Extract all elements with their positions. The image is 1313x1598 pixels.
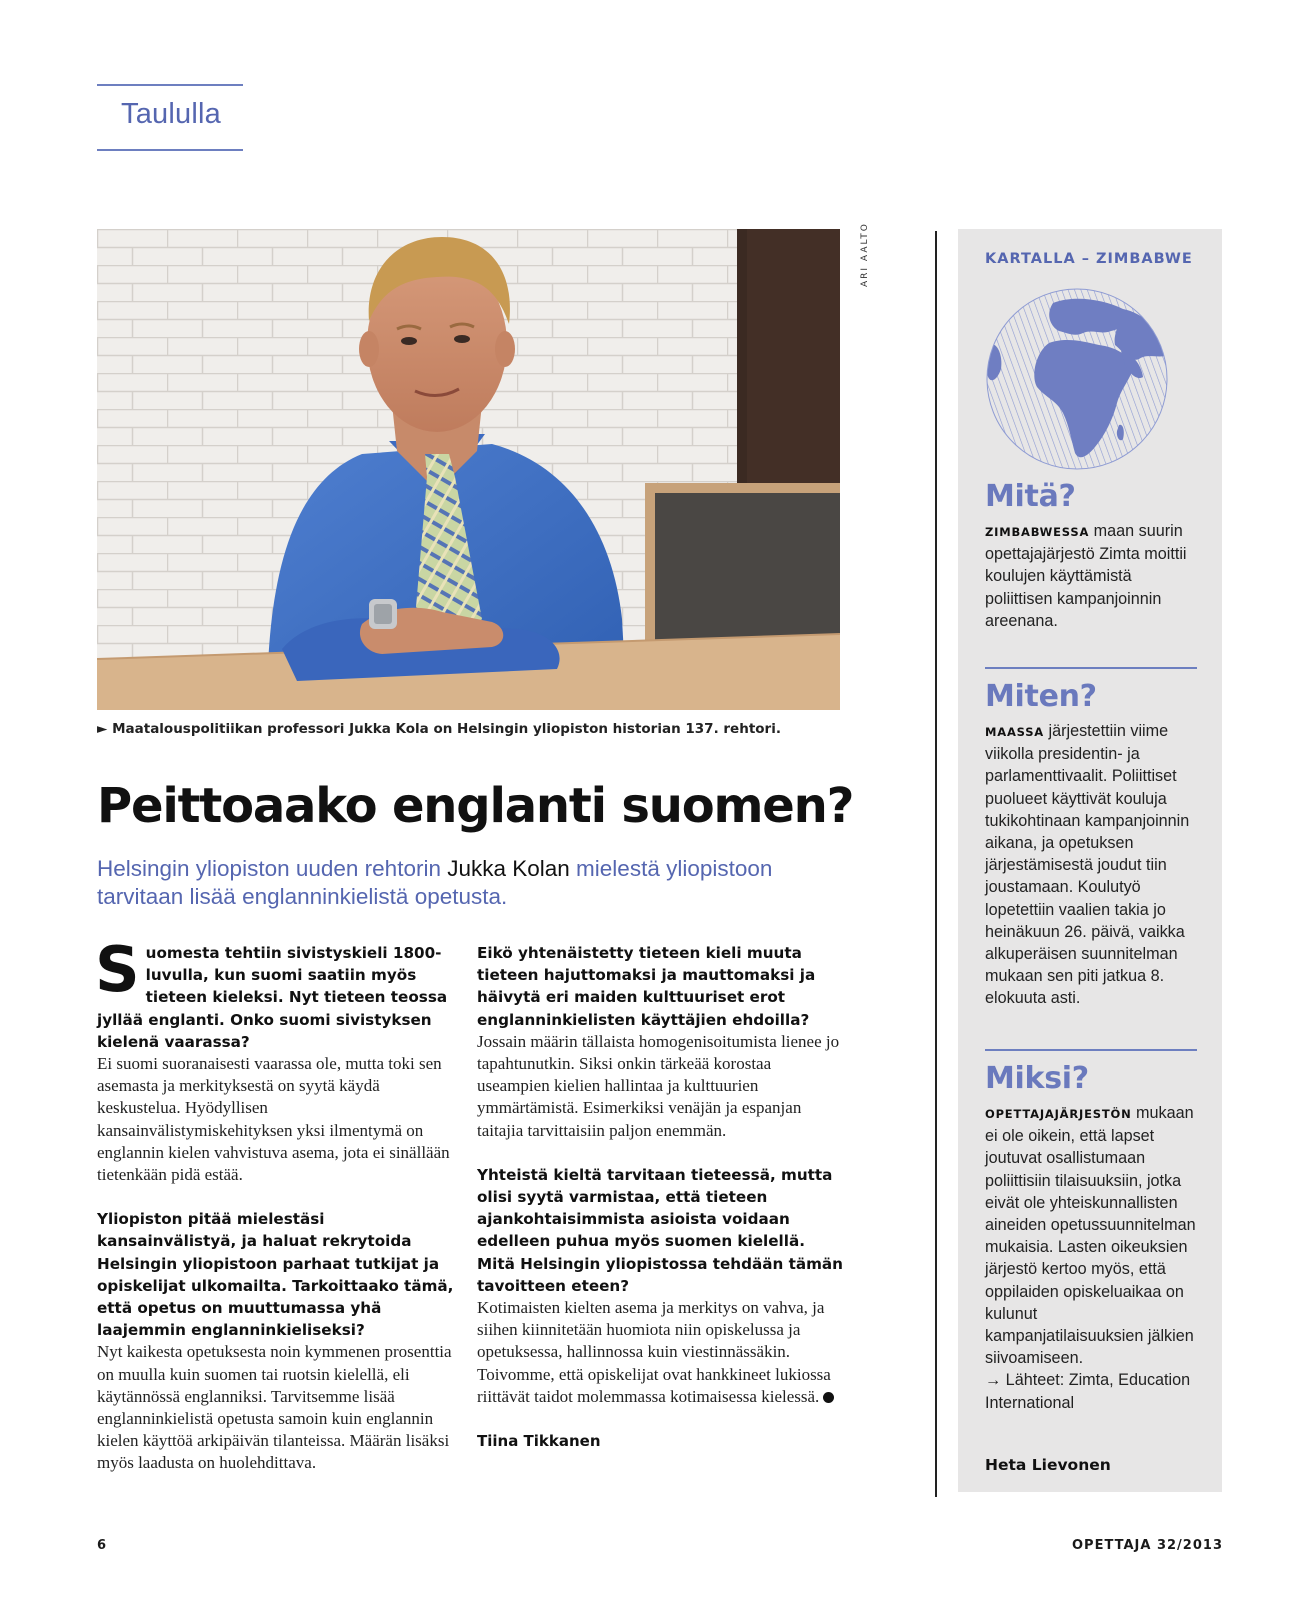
question-3: Eikö yhtenäistetty tieteen kieli muuta tieteen hajuttomaksi ja mauttomaksi ja häivytä eri maiden kulttuuriset erot englanninkielisten käyttäjien ehdoilla? xyxy=(477,944,816,1029)
article-lead xyxy=(97,855,797,911)
sidebar-heading-how: Miten? xyxy=(985,679,1097,714)
portrait-photo xyxy=(97,229,840,710)
sidebar-rule xyxy=(985,667,1197,669)
lead-text-1: Helsingin yliopiston uuden rehtorin xyxy=(97,856,448,881)
sidebar-heading-why: Miksi? xyxy=(985,1061,1089,1096)
article-column-2 xyxy=(477,942,847,1452)
answer-4: Kotimaisten kielten asema ja merkitys on vahva, ja siihen kiinnitetään huomiota niin opiskelussa ja opetuksessa, hallinnossa kuin viestinnässäkin. Toivomme, että opiskelijat ovat hankkineet lukiossa riittävät taidot molemmassa kotimaisessa kielessä. xyxy=(477,1297,847,1408)
sidebar-heading-what: Mitä? xyxy=(985,479,1076,514)
question-2: Yliopiston pitää mielestäsi kansainvälistyä, ja haluat rekrytoida Helsingin yliopistoon parhaat tutkijat ja opiskelijat ulkomailta. Tarkoittaako tämä, että opetus on muuttumassa yhä laajemmin englanninkieliseksi? xyxy=(97,1210,454,1340)
answer-1: Ei suomi suoranaisesti vaarassa ole, mutta toki sen asemasta ja merkityksestä on syytä käydä keskustelua. Hyödyllisen kansainvälistymiskehityksen yksi ilmentymä on englannin kielen vahvistuva asema, jota ei sinällään tietenkään pidä estää. xyxy=(97,1054,450,1185)
question-4: Yhteistä kieltä tarvitaan tieteessä, mutta olisi syytä varmistaa, että tieteen ajankohtaisimmista asioista voidaan edelleen puhua myös suomen kielellä. Mitä Helsingin yliopistossa tehdään tämän tavoitteen eteen? xyxy=(477,1165,843,1295)
sidebar-rule xyxy=(985,1049,1197,1051)
article-byline: Tiina Tikkanen xyxy=(477,1432,601,1451)
sidebar-text-what: ZIMBABWESSA maan suurin opettajajärjestö Zimta moittii koulujen käyttämistä poliittisen kampanjoinnin areenana. xyxy=(985,522,1187,630)
section-label xyxy=(97,84,243,151)
sidebar-text-how: MAASSA järjestettiin viime viikolla presidentin- ja parlamenttivaalit. Poliittiset puolueet käyttivät kouluja tukikohtinaan kampanjoinnin aikana, ja opetuksen järjestämisestä joudut tiin joustamaan. Koulutyö lopetettiin vaalien takia jo heinäkuun 26. päivä, vaikka alkuperäisen suunnitelman mukaan sen piti jatkua 8. elokuuta asti. xyxy=(985,722,1190,1008)
article-column-1 xyxy=(95,933,459,1475)
lead-name: Jukka Kolan xyxy=(447,856,570,881)
globe-africa-icon xyxy=(983,285,1171,473)
page-number: 6 xyxy=(97,1538,107,1553)
photo-caption: ► Maatalouspolitiikan professori Jukka Kola on Helsingin yliopiston historian 137. rehtori. xyxy=(97,721,781,737)
photo-credit: ARI AALTO xyxy=(860,222,870,287)
magazine-issue: OPETTAJA 32/2013 xyxy=(1072,1538,1223,1553)
sidebar-sources: → Lähteet: Zimta, Education International xyxy=(985,1371,1191,1412)
column-divider xyxy=(935,231,937,1497)
sidebar-block-how xyxy=(985,679,1197,1010)
sidebar-block-what xyxy=(985,479,1197,632)
lead-text-2: mielestä yliopistoon tarvitaan lisää englanninkielistä opetusta. xyxy=(97,856,773,909)
article-headline: Peittoaako englanti suomen? xyxy=(97,778,854,834)
sidebar-text-why: OPETTAJAJÄRJESTÖN mukaan ei ole oikein, että lapset joutuvat osallistumaan poliittisiin tilaisuuksiin, jotka eivät ole yhteiskunnallisten aineiden opetussuunnitelman mukaisia. Lasten oikeuksien järjestö kertoo myös, että oppilaiden opiskeluaikaa on kulunut kampanjatilaisuuksien jälkien siivoamiseen. xyxy=(985,1104,1196,1368)
sidebar-kicker: KARTALLA – ZIMBABWE xyxy=(985,251,1193,267)
answer-3: Jossain määrin tällaista homogenisoitumista lienee jo tapahtunutkin. Siksi onkin tärkeää korostaa useampien kielien hallintaa ja kulttuurien ymmärtämistä. Esimerkiksi venäjän ja espanjan taitajia tarvittaisiin paljon enemmän. xyxy=(477,1031,840,1140)
question-1: Suomesta tehtiin sivistyskieli 1800-luvulla, kun suomi saatiin myös tieteen kieleksi. Nyt tieteen teossa jyllää englanti. Onko suomi sivistyksen kielenä vaarassa? xyxy=(95,933,448,1051)
sidebar-author: Heta Lievonen xyxy=(985,1456,1111,1474)
sidebar-block-why xyxy=(985,1061,1197,1414)
section-label-text: Taululla xyxy=(121,98,221,130)
drop-cap: S xyxy=(95,933,140,1006)
answer-2: Nyt kaikesta opetuksesta noin kymmenen prosenttia on muulla kuin suomen tai ruotsin kielellä, eli käytännössä englanniksi. Tarvitsemme lisää englanninkielistä opetusta samoin kuin englannin kielen käyttöä arkipäivän tilanteissa. Määrän lisäksi myös laadusta on huolehdittava. xyxy=(97,1342,452,1473)
end-mark-icon xyxy=(823,1392,834,1403)
sidebar-box xyxy=(958,229,1222,1492)
